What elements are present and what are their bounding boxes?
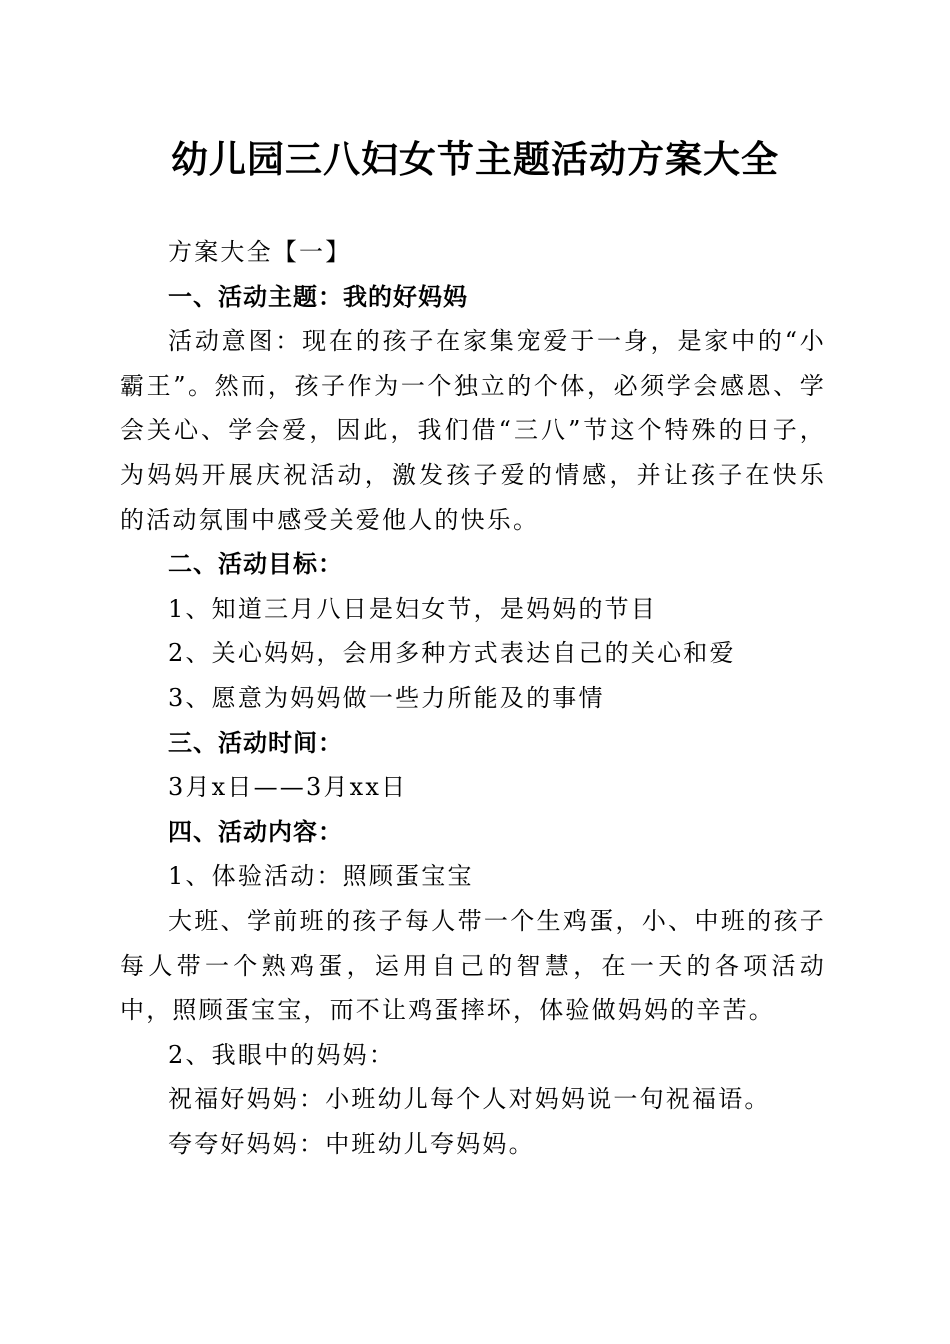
document-body — [120, 230, 826, 1166]
activity-time-range: 3月x日——3月xx日 — [168, 773, 408, 802]
paragraph-activity-intent: 活动意图：现在的孩子在家集宠爱于一身，是家中的“小霸王”。然而，孩子作为一个独立的个体，必须学会感恩、学会关心、学会爱，因此，我们借“三八”节这个特殊的日子，为妈妈开展庆祝活动，激发孩子爱的情感，并让孩子在快乐的活动氛围中感受关爱他人的快乐。 — [120, 327, 826, 534]
goal-item-2: 2、关心妈妈，会用多种方式表达自己的关心和爱 — [168, 639, 736, 668]
paragraph-praise: 夸夸好妈妈：中班幼儿夸妈妈。 — [168, 1129, 535, 1158]
content-item-2: 2、我眼中的妈妈： — [168, 1040, 396, 1069]
heading-activity-goals: 二、活动目标： — [168, 550, 343, 579]
goal-item-3: 3、愿意为妈妈做一些力所能及的事情 — [168, 683, 605, 712]
content-item-1: 1、体验活动：照顾蛋宝宝 — [168, 862, 474, 891]
heading-activity-time: 三、活动时间： — [168, 728, 343, 757]
paragraph-blessing: 祝福好妈妈：小班幼儿每个人对妈妈说一句祝福语。 — [168, 1085, 771, 1114]
document-title: 幼儿园三八妇女节主题活动方案大全 — [171, 138, 779, 181]
heading-activity-theme: 一、活动主题：我的好妈妈 — [168, 282, 468, 311]
paragraph-egg-care: 大班、学前班的孩子每人带一个生鸡蛋，小、中班的孩子每人带一个熟鸡蛋，运用自己的智慧，在一天的各项活动中，照顾蛋宝宝，而不让鸡蛋摔坏，体验做妈妈的辛苦。 — [120, 906, 826, 1025]
heading-activity-content: 四、活动内容： — [168, 817, 343, 846]
section-label: 方案大全【一】 — [168, 238, 352, 266]
goal-item-1: 1、知道三月八日是妇女节，是妈妈的节目 — [168, 594, 658, 623]
